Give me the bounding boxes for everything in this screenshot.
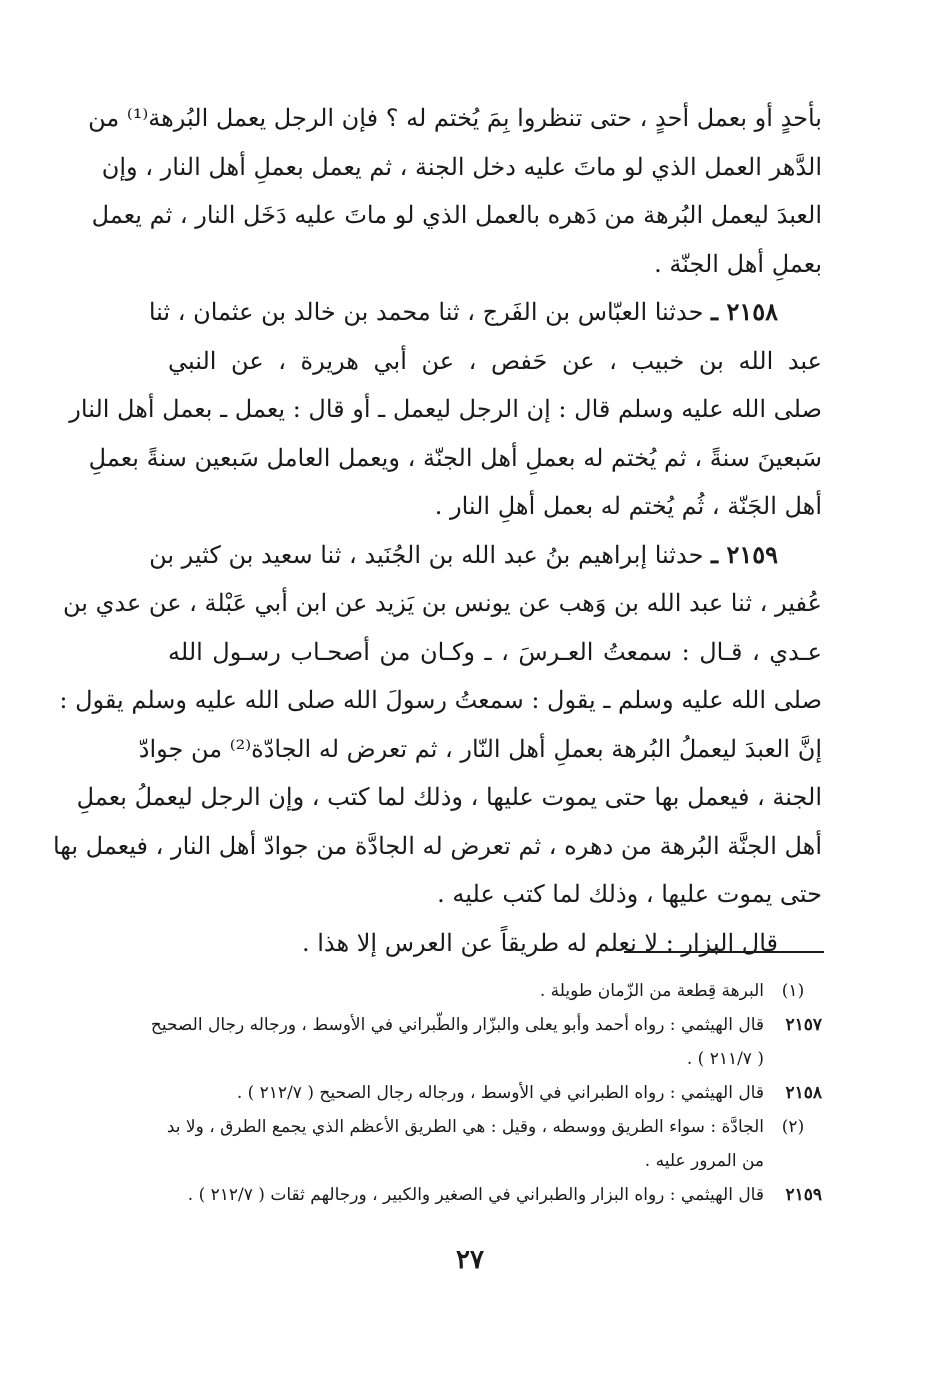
text-line: سَبعينَ سنةً ، ثم يُختم له بعملِ أهل الجنّة ، ويعمل العامل سَبعين سنةً بعملِ bbox=[88, 443, 822, 472]
footnote-marker: ٢١٥٨ bbox=[785, 1083, 822, 1103]
footnotes bbox=[150, 974, 822, 1212]
footnote-line: ( ٢١١/٧ ) . bbox=[686, 1049, 764, 1069]
footnote-marker: (١) bbox=[781, 981, 805, 1001]
text-line: إنَّ العبدَ ليعملُ البُرهة بعملِ أهل النّار ، ثم تعرض له الجادّة⁽²⁾ من جوادّ bbox=[138, 734, 822, 763]
page-number: ٢٧ bbox=[456, 1245, 484, 1275]
footnote-marker: ٢١٥٧ bbox=[785, 1015, 822, 1035]
footnote-text bbox=[168, 974, 764, 1008]
text-line: صلى الله عليه وسلم قال : إن الرجل ليعمل ـ أو قال : يعمل ـ بعمل أهل النار bbox=[69, 395, 822, 423]
footnote bbox=[168, 1076, 822, 1110]
text-line: أهل الجَنّة ، ثُم يُختم له بعمل أهلِ النار . bbox=[434, 492, 822, 520]
text-line: بعملِ أهل الجنّة . bbox=[654, 249, 822, 278]
text-line: عُفير ، ثنا عبد الله بن وَهب عن يونس بن يَزيد عن ابن أبي عَبْلة ، عن عدي بن bbox=[63, 589, 822, 617]
text-line: العبدَ ليعمل البُرهة من دَهره بالعمل الذي لو ماتَ عليه دَخَل النار ، ثم يعمل bbox=[91, 201, 822, 229]
footnote-line: قال الهيثمي : رواه البزار والطبراني في الصغير والكبير ، ورجالهم ثقات ( ٢١٢/٧ ) . bbox=[187, 1185, 764, 1205]
closing-remark bbox=[168, 919, 822, 968]
footnote bbox=[168, 1178, 822, 1212]
text-line: صلى الله عليه وسلم ـ يقول : سمعتُ رسولَ الله صلى الله عليه وسلم يقول : bbox=[59, 686, 822, 714]
hadith-number: ٢١٥٨ ـ bbox=[711, 297, 778, 326]
footnote-divider bbox=[624, 951, 824, 953]
footnote-line: الجادَّة : سواء الطريق ووسطه ، وقيل : هي الطريق الأعظم الذي يجمع الطرق ، ولا بد bbox=[166, 1117, 764, 1137]
hadith-2159 bbox=[52, 531, 822, 919]
footnote-text bbox=[151, 1008, 764, 1076]
footnote-text bbox=[168, 1076, 764, 1110]
footnote-line: قال الهيثمي : رواه الطبراني في الأوسط ، ورجاله رجال الصحيح ( ٢١٢/٧ ) . bbox=[236, 1083, 764, 1103]
main-text bbox=[52, 94, 822, 967]
footnote-line: من المرور عليه . bbox=[644, 1151, 764, 1171]
intro-paragraph bbox=[88, 94, 822, 288]
footnote-text bbox=[168, 1178, 764, 1212]
hadith-number: ٢١٥٩ ـ bbox=[711, 539, 778, 569]
text-line: أهل الجنَّة البُرهة من دهره ، ثم تعرض له الجادَّة من جوادّ أهل النار ، فيعمل بها bbox=[52, 831, 822, 860]
text-line: قال البزار : لا نعلم له طريقاً عن العرس إلا هذا . bbox=[301, 928, 778, 957]
text-line bbox=[148, 288, 822, 337]
text-line: الدَّهر العمل الذي لو ماتَ عليه دخل الجنة ، ثم يعمل بعملِ أهل النار ، وإن bbox=[101, 152, 822, 181]
footnote-line: البرهة قِطعة من الزّمان طويلة . bbox=[539, 981, 764, 1001]
text-line: حتى يموت عليها ، وذلك لما كتب عليه . bbox=[437, 880, 822, 908]
footnote-marker: ٢١٥٩ bbox=[785, 1185, 822, 1205]
footnote bbox=[168, 974, 822, 1008]
footnote bbox=[150, 1008, 822, 1076]
hadith-2158 bbox=[69, 288, 822, 531]
text-line: بأحدٍ أو بعمل أحدٍ ، حتى تنظروا بِمَ يُختم له ؟ فإن الرجل يعمل البُرهة⁽¹⁾ من bbox=[88, 104, 822, 132]
footnote-marker: (٢) bbox=[781, 1117, 805, 1137]
footnote bbox=[168, 1110, 822, 1178]
footnote-line: قال الهيثمي : رواه أحمد وأبو يعلى والبزّار والطّبراني في الأوسط ، ورجاله رجال الصحيح bbox=[150, 1015, 764, 1035]
footnote-text bbox=[167, 1110, 764, 1178]
text-line: عـدي ، قـال : سمعتُ العـرسَ ، ـ وكـان من أصحـاب رسـول الله bbox=[168, 637, 822, 666]
text-line: الجنة ، فيعمل بها حتى يموت عليها ، وذلك لما كتب ، وإن الرجل ليعملُ بعملِ bbox=[76, 783, 822, 811]
text-line: عبد الله بن خبيب ، عن حَفص ، عن أبي هريرة ، عن النبي bbox=[168, 346, 822, 375]
text-line bbox=[149, 531, 822, 580]
hadith-opening: حدثنا العبّاس بن الفَرج ، ثنا محمد بن خالد بن عثمان ، ثنا bbox=[148, 298, 704, 326]
hadith-opening: حدثنا إبراهيم بنُ عبد الله بن الجُنَيد ، ثنا سعيد بن كثير بن bbox=[149, 540, 704, 569]
